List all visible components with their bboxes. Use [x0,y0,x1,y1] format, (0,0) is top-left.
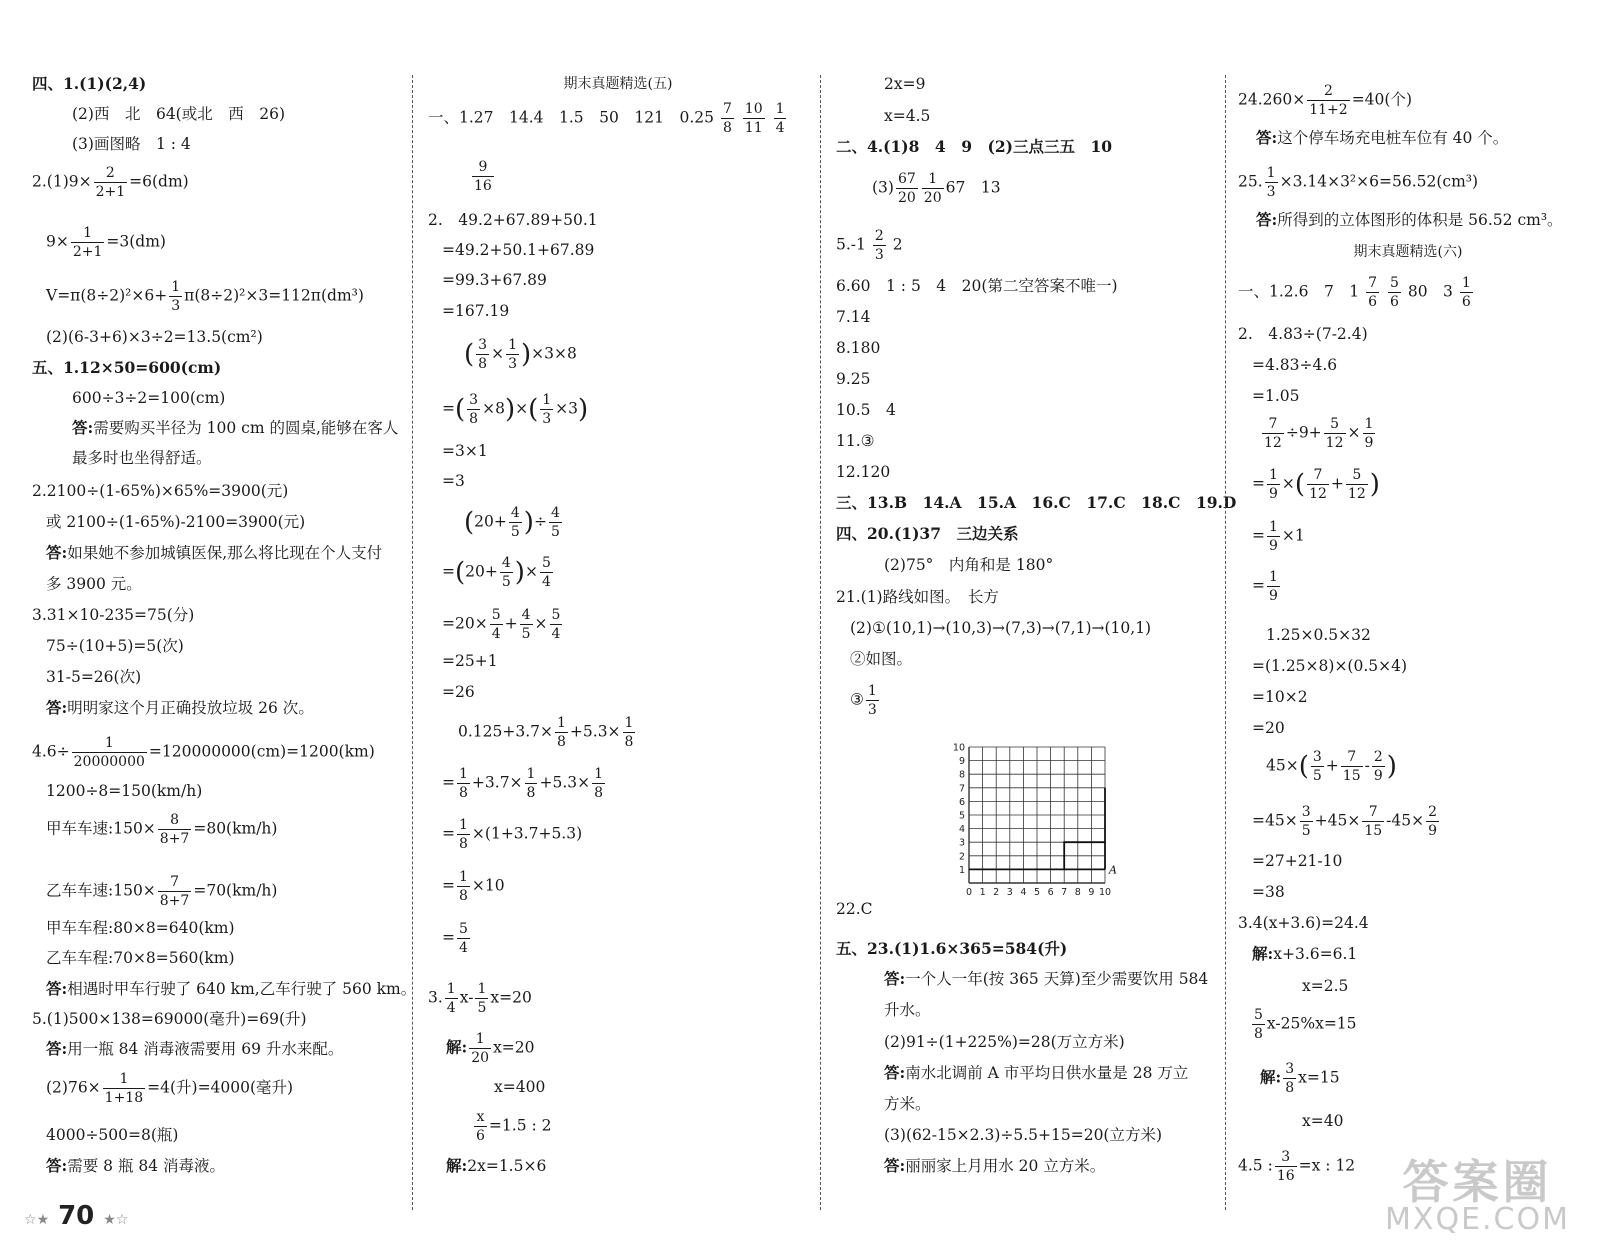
text-line: 8.180 [836,339,881,357]
text-line: =167.19 [442,302,510,320]
text-line: =20 [1252,719,1285,737]
text-line: 升水。 [884,1001,931,1019]
star-icon: ☆ [24,1212,37,1228]
watermark-url: MXQE.COM [1385,1202,1570,1237]
text-line: 12.120 [836,463,891,481]
point-label-a: A [1109,863,1117,877]
formula-line: 3. $\frac{1}{4}$ x- $\frac{1}{5}$ x=20 [428,981,532,1016]
answer-line: 答:南水北调前 A 市平均日供水量是 28 万立 [884,1063,1189,1082]
formula-line: = $\frac{1}{8}$ ×10 [442,869,505,904]
formula-line: ( $\frac{3}{8}$ × $\frac{1}{3}$ )×3×8 [464,337,577,372]
formula-line: =45× $\frac{3}{5}$ +45× $\frac{7}{15}$ -45× $\frac{2}{9}$ [1252,804,1438,839]
y-tick-label: 4 [958,824,965,836]
formula-line: V=π(8÷2)²×6+ $\frac{1}{3}$ π(8÷2)²×3=112π(dm³) [46,279,364,314]
text-line: 4000÷500=8(瓶) [46,1126,179,1144]
y-tick-label: 10 [952,742,965,754]
text-line: ②如图。 [850,650,913,668]
formula-line: 9× $\frac{1}{2+1}$ =3(dm) [46,225,166,260]
answer-line: 答:这个停车场充电桩车位有 40 个。 [1256,128,1509,147]
text-line: 五、23.(1)1.6×365=584(升) [836,939,1068,958]
page-number: 70 [58,1201,95,1231]
answer-line: 答:用一瓶 84 消毒液需要用 69 升水来配。 [46,1039,344,1058]
x-tick-label: 5 [1033,887,1041,898]
text-line: 甲车车程:80×8=640(km) [46,919,235,937]
y-tick-label: 5 [958,810,965,822]
x-tick-label: 2 [993,887,1000,898]
watermark-logo: 答案圈 [1402,1155,1553,1209]
column-2 [428,70,808,1195]
text-line: 6.60 1 : 5 4 20(第二空答案不唯一) [836,277,1118,295]
column-4 [1238,70,1578,1195]
formula-line: (3) $\frac{67}{20}$ $\frac{1}{20}$ 67 13 [872,171,1001,206]
x-tick-label: 7 [1061,887,1068,898]
formula-line: 解: $\frac{1}{20}$ x=20 [446,1031,535,1066]
answer-line: 答:需要 8 瓶 84 消毒液。 [46,1156,226,1175]
y-tick-label: 6 [958,796,965,808]
formula-line: 2.(1)9× $\frac{2}{2+1}$ =6(dm) [32,165,189,200]
formula-line: = $\frac{1}{8}$ +3.7× $\frac{1}{8}$ +5.3× $\frac{1}{8}$ [442,766,604,801]
answer-line: 答:相遇时甲车行驶了 640 km,乙车行驶了 560 km。 [46,979,417,998]
y-tick-label: 8 [958,769,965,781]
star-icon: ★ [103,1212,116,1228]
text-line: 三、13.B 14.A 15.A 16.C 17.C 18.C 19.D [836,493,1237,512]
y-tick-label: 2 [958,851,965,863]
text-line: 3.4(x+3.6)=24.4 [1238,914,1369,932]
text-line: 二、4.(1)8 4 9 (2)三点三五 10 [836,137,1113,156]
text-line: =27+21-10 [1252,852,1343,870]
formula-line: = $\frac{1}{9}$ [1252,569,1278,604]
text-line: (2)(6-3+6)×3÷2=13.5(cm²) [46,328,263,346]
formula-line: $\frac{5}{8}$ x-25%x=15 [1254,1007,1357,1042]
x-tick-label: 4 [1020,887,1027,898]
text-line: x=4.5 [884,107,931,125]
text-line: x=2.5 [1302,977,1349,995]
x-tick-label: 0 [965,887,973,898]
formula-line: (20+ $\frac{4}{5}$ )÷ $\frac{4}{5}$ [464,505,560,540]
star-icon: ★ [36,1212,50,1228]
formula-line: 一、1.2.6 7 1 $\frac{7}{6}$ $\frac{5}{6}$ 80 3 $\frac{1}{6}$ [1238,275,1471,310]
formula-line: 0.125+3.7× $\frac{1}{8}$ +5.3× $\frac{1}{8}$ [458,715,634,750]
text-line: 7.14 [836,308,871,326]
text-line: =25+1 [442,652,498,670]
formula-line: $\frac{7}{12}$ ÷9+ $\frac{5}{12}$ × $\frac{1}{9}$ [1264,416,1374,451]
formula-line: (2)76× $\frac{1}{1+18}$ =4(升)=4000(毫升) [46,1071,294,1106]
text-line: (2)91÷(1+225%)=28(万立方米) [884,1033,1125,1051]
grid-svg [945,735,1120,905]
x-tick-label: 6 [1047,887,1054,898]
formula-line: 25. $\frac{1}{3}$ ×3.14×3²×6=56.52(cm³) [1238,165,1479,200]
answer-line: 答:一个人一年(按 365 天算)至少需要饮用 584 [884,969,1209,988]
text-line: =1.05 [1252,387,1300,405]
text-line: 2. 4.83÷(7-2.4) [1238,325,1368,343]
text-line: 3.31×10-235=75(分) [32,606,195,624]
x-tick-label: 8 [1074,887,1081,898]
coordinate-grid [945,735,1120,909]
text-line: =3 [442,472,465,490]
text-line: =49.2+50.1+67.89 [442,241,595,259]
text-line: 或 2100÷(1-65%)-2100=3900(元) [46,513,306,531]
text-line: 四、20.(1)37 三边关系 [836,524,1019,543]
text-line: 1.25×0.5×32 [1266,626,1371,644]
text-line: 2. 49.2+67.89+50.1 [428,211,598,229]
text-line: 31-5=26(次) [46,668,142,686]
formula-line: 解: $\frac{3}{8}$ x=15 [1260,1061,1340,1096]
text-line: =38 [1252,883,1285,901]
formula-line: 45×( $\frac{3}{5}$ + $\frac{7}{15}$ - $\frac{2}{9}$ ) [1266,749,1397,784]
text-line: x=400 [494,1078,546,1096]
formula-line: 甲车车速:150× $\frac{8}{8+7}$ =80(km/h) [46,812,278,847]
formula-line: $\frac{9}{16}$ [474,159,492,194]
text-line: 11.③ [836,432,875,450]
formula-line: =( $\frac{3}{8}$ ×8)×( $\frac{1}{3}$ ×3) [442,392,589,427]
text-line: (2)西 北 64(或北 西 26) [72,105,285,123]
formula-line: ③ $\frac{1}{3}$ [850,683,877,718]
text-line: 21.(1)路线如图。 长方 [836,588,999,606]
text-line: 9.25 [836,370,871,388]
column-divider [412,75,413,1210]
star-icon: ☆ [115,1212,129,1228]
y-tick-label: 7 [958,783,965,795]
y-tick-label: 9 [958,756,965,768]
formula-line: = $\frac{1}{9}$ ×1 [1252,519,1305,554]
text-line: 方米。 [884,1095,931,1113]
answer-line: 解:2x=1.5×6 [446,1156,547,1175]
formula-line: 4.5 : $\frac{3}{16}$ =x : 12 [1238,1149,1356,1184]
watermark [1385,1155,1570,1237]
text-line: (2)75° 内角和是 180° [884,556,1054,574]
y-tick-label: 1 [958,864,965,876]
text-line: 最多时也坐得舒适。 [72,449,212,467]
text-line: x=40 [1302,1112,1344,1130]
text-line: 五、1.12×50=600(cm) [32,358,222,377]
text-line: =3×1 [442,442,488,460]
formula-line: 5.-1 $\frac{2}{3}$ 2 [836,228,903,263]
x-tick-label: 10 [1098,887,1112,898]
formula-line: 乙车车速:150× $\frac{7}{8+7}$ =70(km/h) [46,874,278,909]
text-line: 75÷(10+5)=5(次) [46,637,184,655]
x-tick-label: 1 [979,887,986,898]
text-line: 5.(1)500×138=69000(毫升)=69(升) [32,1010,307,1028]
formula-line: =20× $\frac{5}{4}$ + $\frac{4}{5}$ × $\frac{5}{4}$ [442,607,561,642]
text-line: 22.C [836,900,873,918]
column-3 [836,70,1237,1195]
text-line: =99.3+67.89 [442,271,547,289]
text-line: 1200÷8=150(km/h) [46,782,203,800]
text-line: (2)①(10,1)→(10,3)→(7,3)→(7,1)→(10,1) [850,619,1152,637]
column-divider [820,75,821,1210]
x-tick-label: 9 [1088,887,1095,898]
formula-line: =(20+ $\frac{4}{5}$ )× $\frac{5}{4}$ [442,555,551,590]
text-line: (3)(62-15×2.3)÷5.5+15=20(立方米) [884,1126,1163,1144]
formula-line: 一、1.27 14.4 1.5 50 121 0.25 $\frac{7}{8}$ $\frac{10}{11}$ $\frac{1}{4}$ [428,101,785,136]
text-line: =(1.25×8)×(0.5×4) [1252,657,1408,675]
answer-line: 答:明明家这个月正确投放垃圾 26 次。 [46,698,314,717]
section-title: 期末真题精选(五) [563,76,673,92]
text-line: 600÷3÷2=100(cm) [72,389,226,407]
text-line: (3)画图略 1 : 4 [72,135,191,153]
y-tick-label: 3 [958,837,965,849]
formula-line: = $\frac{1}{8}$ ×(1+3.7+5.3) [442,817,583,852]
answer-line: 答:如果她不参加城镇医保,那么将比现在个人支付 [46,543,383,562]
formula-line: $\frac{x}{6}$ =1.5 : 2 [476,1109,552,1144]
text-line: 四、1.(1)(2,4) [32,74,147,93]
text-line: 2x=9 [884,75,926,93]
answer-line: 解:x+3.6=6.1 [1252,944,1358,963]
answer-line: 答:所得到的立体图形的体积是 56.52 cm³。 [1256,210,1563,229]
text-line: =26 [442,683,475,701]
column-divider [1225,75,1226,1210]
text-line: 10.5 4 [836,401,896,419]
formula-line: = $\frac{1}{9}$ ×( $\frac{7}{12}$ + $\frac{5}{12}$ ) [1252,467,1380,502]
formula-line: 24.260× $\frac{2}{11+2}$ =40(个) [1238,83,1412,118]
text-line: 乙车车程:70×8=560(km) [46,949,235,967]
answer-line: 答:需要购买半径为 100 cm 的圆桌,能够在客人 [72,418,399,437]
text-line: =4.83÷4.6 [1252,356,1338,374]
text-line: 2.2100÷(1-65%)×65%=3900(元) [32,482,289,500]
section-title: 期末真题精选(六) [1353,244,1463,260]
text-line: 多 3900 元。 [46,575,142,593]
formula-line: = $\frac{5}{4}$ [442,921,468,956]
page-footer [24,1201,128,1231]
answer-line: 答:丽丽家上月用水 20 立方米。 [884,1156,1106,1175]
text-line: =10×2 [1252,688,1308,706]
formula-line: 4.6÷ $\frac{1}{20000000}$ =120000000(cm)=1200(km) [32,735,375,770]
column-1 [32,70,417,1195]
x-tick-label: 3 [1006,887,1013,898]
